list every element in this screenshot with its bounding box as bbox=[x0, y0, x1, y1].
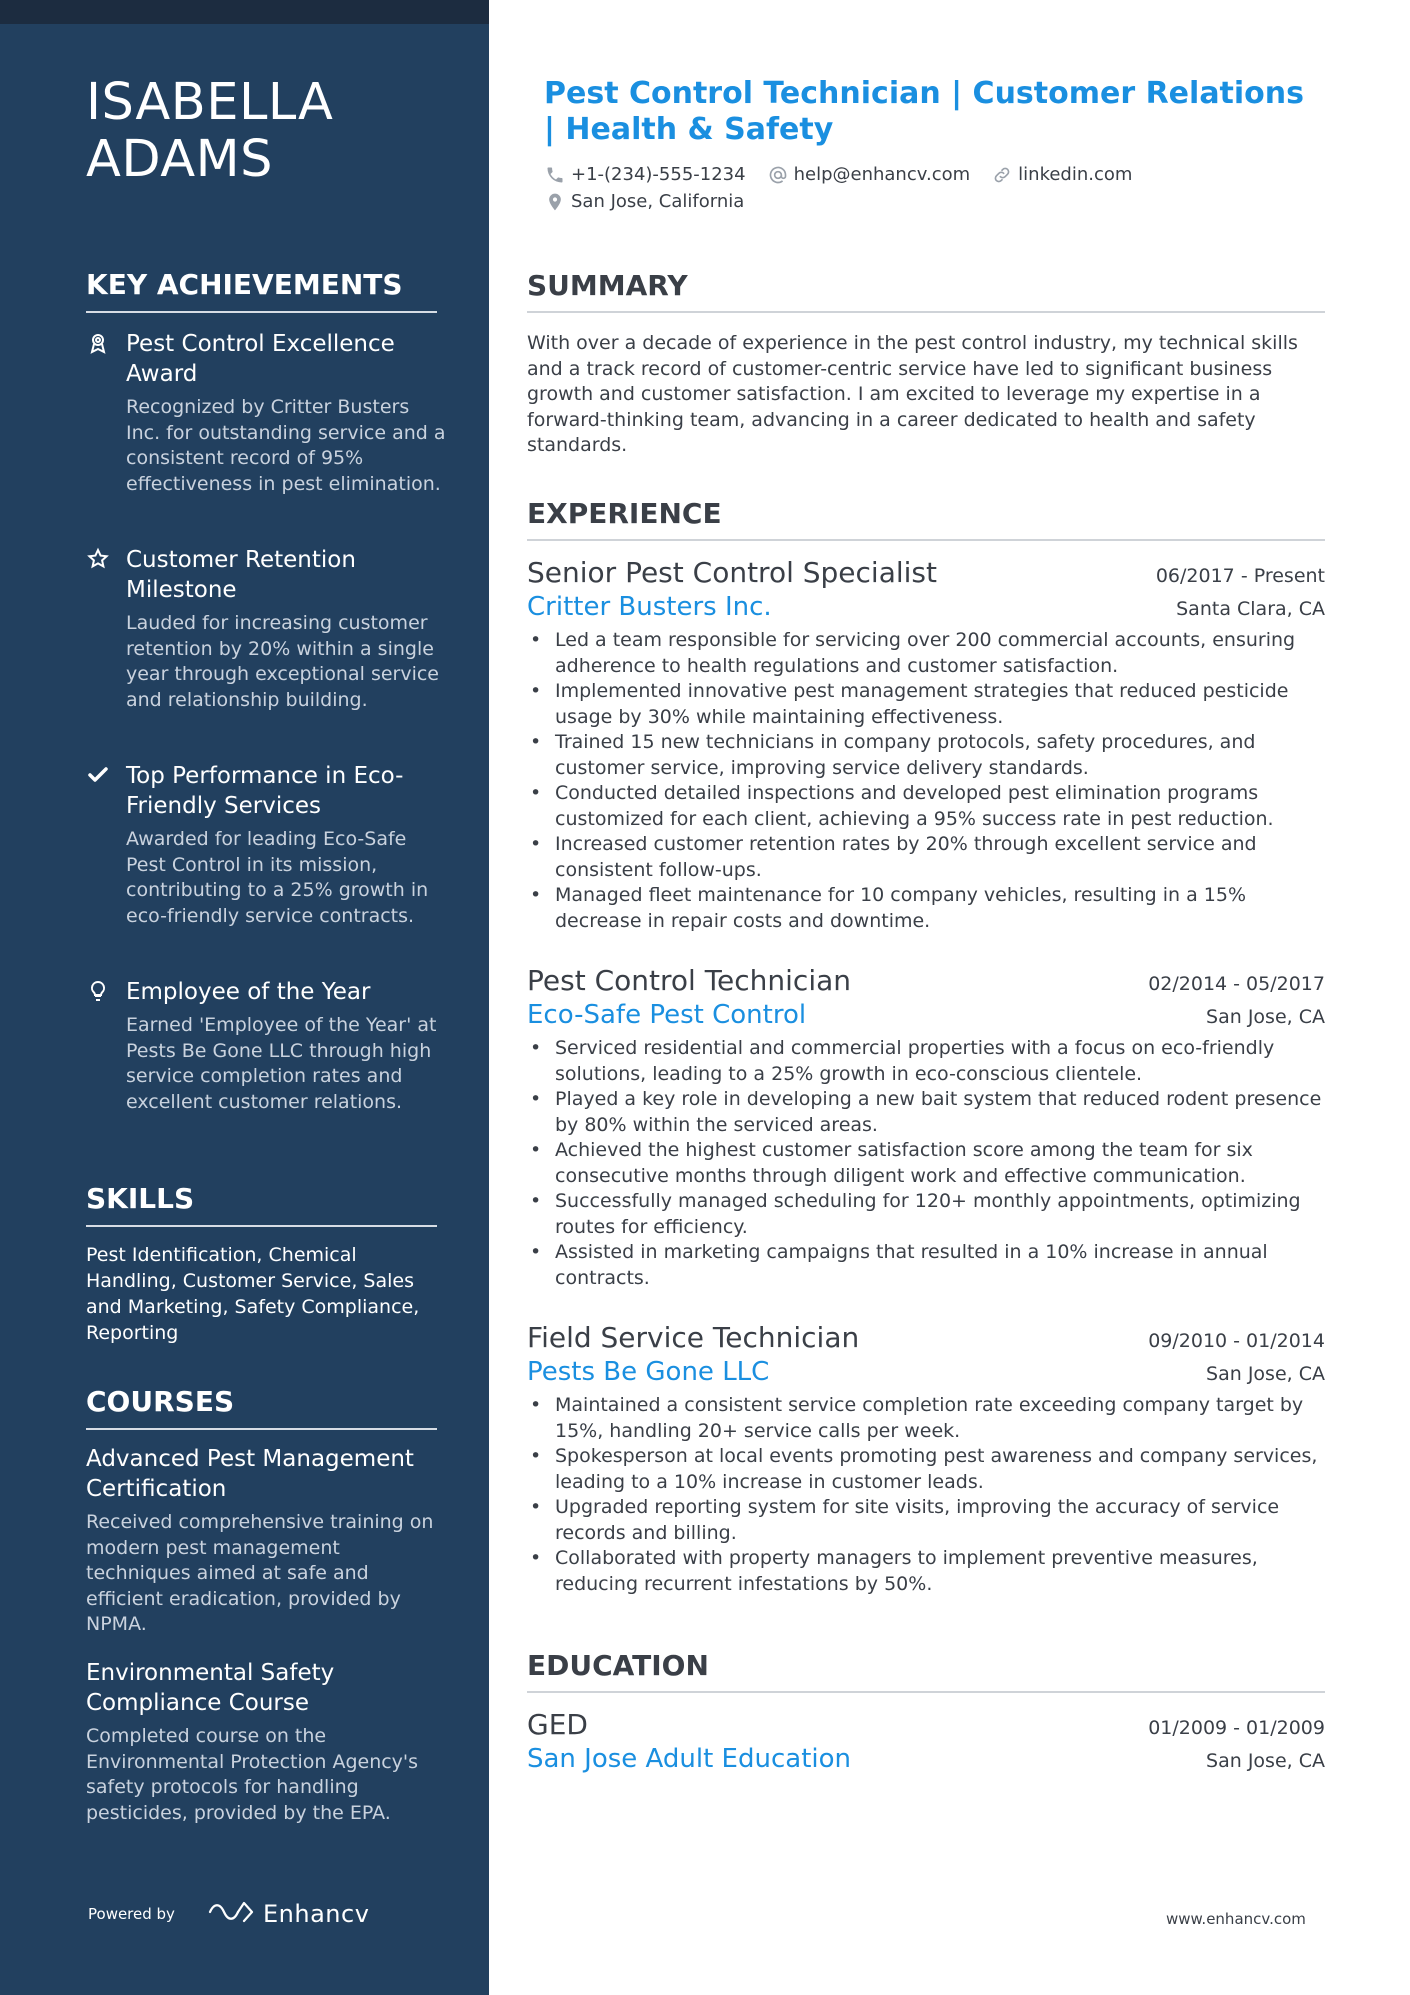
job-bullets bbox=[527, 1036, 1325, 1291]
achievement-item bbox=[86, 545, 446, 713]
summary-text: With over a decade of experience in the pest control industry, my technical skills and a track record of customer-centric service have led to significant business growth and customer satisfaction. I am excited to leverage my expertise in a forward-thinking team, advancing in a career dedicated to health and safety standards. bbox=[527, 332, 1298, 456]
job-bullet: • Assisted in marketing campaigns that resulted in a 10% increase in annual contracts. bbox=[527, 1240, 1325, 1291]
job-bullet: • Led a team responsible for servicing over 200 commercial accounts, ensuring adherence to health regulations and customer satisfaction. bbox=[527, 628, 1325, 679]
at-icon bbox=[768, 165, 788, 185]
location-pin-icon bbox=[545, 192, 565, 212]
contact-location bbox=[545, 191, 744, 212]
job-location: San Jose, CA bbox=[1206, 1363, 1325, 1385]
job-bullet: • Increased customer retention rates by 20% through excellent service and consistent follow-ups. bbox=[527, 832, 1325, 883]
job-location: Santa Clara, CA bbox=[1176, 598, 1325, 620]
sidebar bbox=[0, 0, 489, 1995]
job-company: Eco-Safe Pest Control bbox=[527, 1000, 807, 1030]
contact-phone[interactable] bbox=[545, 164, 746, 185]
degree-title: GED bbox=[527, 1708, 588, 1741]
summary-heading: SUMMARY bbox=[527, 269, 1325, 313]
job-dates: 09/2010 - 01/2014 bbox=[1148, 1330, 1325, 1352]
job-bullet: • Played a key role in developing a new bait system that reduced rodent presence by 80% within the serviced areas. bbox=[527, 1087, 1325, 1138]
headline: Pest Control Technician | Customer Relations | Health & Safety bbox=[544, 76, 1305, 147]
checkmark-icon bbox=[86, 763, 110, 787]
course-item bbox=[86, 1444, 446, 1638]
contact-email[interactable] bbox=[768, 164, 971, 185]
job-title: Pest Control Technician bbox=[527, 964, 852, 997]
contact-row-location bbox=[545, 191, 744, 212]
job-bullet: • Successfully managed scheduling for 120+ monthly appointments, optimizing routes for efficiency. bbox=[527, 1189, 1325, 1240]
sidebar-top-bar bbox=[0, 0, 489, 24]
job-bullet: • Managed fleet maintenance for 10 company vehicles, resulting in a 15% decrease in repair costs and downtime. bbox=[527, 883, 1325, 934]
contact-row bbox=[545, 164, 1132, 185]
school-name: San Jose Adult Education bbox=[527, 1744, 851, 1774]
experience-heading: EXPERIENCE bbox=[527, 497, 1325, 541]
achievement-description: Lauded for increasing customer retention by 20% within a single year through exceptional service and relationship building. bbox=[126, 612, 439, 711]
achievement-item bbox=[86, 977, 446, 1115]
achievement-description: Recognized by Critter Busters Inc. for outstanding service and a consistent record of 95% effectiveness in pest elimination. bbox=[126, 396, 446, 495]
job-entry bbox=[527, 1321, 1325, 1597]
job-bullets bbox=[527, 1393, 1325, 1597]
job-title: Field Service Technician bbox=[527, 1321, 860, 1354]
footer-url[interactable]: www.enhancv.com bbox=[1166, 1910, 1306, 1928]
job-bullet: • Collaborated with property managers to implement preventive measures, reducing recurrent infestations by 50%. bbox=[527, 1546, 1325, 1597]
job-title: Senior Pest Control Specialist bbox=[527, 556, 937, 589]
job-bullet: • Conducted detailed inspections and developed pest elimination programs customized for each client, achieving a 95% success rate in pest reduction. bbox=[527, 781, 1325, 832]
job-bullet: • Implemented innovative pest management strategies that reduced pesticide usage by 30% while maintaining effectiveness. bbox=[527, 679, 1325, 730]
achievement-item bbox=[86, 761, 446, 929]
education-location: San Jose, CA bbox=[1206, 1750, 1325, 1772]
education-heading: EDUCATION bbox=[527, 1649, 1325, 1693]
job-entry bbox=[527, 556, 1325, 934]
job-location: San Jose, CA bbox=[1206, 1006, 1325, 1028]
email-text: help@enhancv.com bbox=[793, 164, 971, 185]
job-bullet: • Serviced residential and commercial properties with a focus on eco-friendly solutions, leading to a 25% growth in eco-conscious clientele. bbox=[527, 1036, 1325, 1087]
job-entry bbox=[527, 964, 1325, 1291]
location-text: San Jose, California bbox=[571, 191, 745, 212]
course-title: Environmental Safety Compliance Course bbox=[86, 1660, 335, 1716]
achievement-description: Earned 'Employee of the Year' at Pests Be Gone LLC through high service completion rates and excellent customer relations. bbox=[126, 1014, 437, 1113]
skills-list: Pest Identification, Chemical Handling, Customer Service, Sales and Marketing, Safety Compliance, Reporting bbox=[86, 1244, 420, 1344]
brand-logo[interactable] bbox=[207, 1894, 369, 1934]
job-company: Pests Be Gone LLC bbox=[527, 1357, 770, 1387]
job-bullets bbox=[527, 628, 1325, 934]
skills-heading: SKILLS bbox=[86, 1182, 437, 1227]
course-item bbox=[86, 1658, 446, 1826]
job-company: Critter Busters Inc. bbox=[527, 592, 772, 622]
job-bullet: • Trained 15 new technicians in company protocols, safety procedures, and customer service, improving service delivery standards. bbox=[527, 730, 1325, 781]
course-title: Advanced Pest Management Certification bbox=[86, 1446, 414, 1502]
award-icon bbox=[86, 331, 110, 355]
education-dates: 01/2009 - 01/2009 bbox=[1148, 1717, 1325, 1739]
achievement-item bbox=[86, 329, 446, 497]
achievement-description: Awarded for leading Eco-Safe Pest Control in its mission, contributing to a 25% growth in eco-friendly service contracts. bbox=[126, 828, 429, 927]
course-description: Completed course on the Environmental Protection Agency's safety protocols for handling pesticides, provided by the EPA. bbox=[86, 1725, 419, 1824]
job-dates: 02/2014 - 05/2017 bbox=[1148, 973, 1325, 995]
job-bullet: • Maintained a consistent service completion rate exceeding company target by 15%, handling 20+ service calls per week. bbox=[527, 1393, 1325, 1444]
job-dates: 06/2017 - Present bbox=[1155, 565, 1325, 587]
job-bullet: • Spokesperson at local events promoting pest awareness and company services, leading to a 10% increase in customer leads. bbox=[527, 1444, 1325, 1495]
brand-name: Enhancv bbox=[263, 1900, 370, 1928]
achievement-title: Top Performance in Eco-Friendly Services bbox=[126, 763, 404, 819]
achievement-title: Employee of the Year bbox=[126, 979, 371, 1005]
linkedin-text: linkedin.com bbox=[1018, 164, 1133, 185]
powered-by-label: Powered by bbox=[88, 1905, 175, 1923]
phone-icon bbox=[545, 165, 565, 185]
job-bullet: • Achieved the highest customer satisfaction score among the team for six consecutive months through diligent work and effective communication. bbox=[527, 1138, 1325, 1189]
candidate-name: ISABELLA ADAMS bbox=[86, 73, 334, 189]
phone-text: +1-(234)-555-1234 bbox=[571, 164, 746, 185]
achievement-title: Pest Control Excellence Award bbox=[126, 331, 395, 387]
achievement-title: Customer Retention Milestone bbox=[126, 547, 356, 603]
courses-heading: COURSES bbox=[86, 1385, 437, 1430]
achievements-heading: KEY ACHIEVEMENTS bbox=[86, 268, 437, 313]
lightbulb-icon bbox=[86, 979, 110, 1003]
contact-linkedin[interactable] bbox=[992, 164, 1132, 185]
star-icon bbox=[86, 547, 110, 571]
link-icon bbox=[992, 165, 1012, 185]
job-bullet: • Upgraded reporting system for site visits, improving the accuracy of service records and billing. bbox=[527, 1495, 1325, 1546]
education-entry bbox=[527, 1708, 1325, 1776]
course-description: Received comprehensive training on modern pest management techniques aimed at safe and efficient eradication, provided by NPMA. bbox=[86, 1511, 434, 1635]
enhancv-logo-icon bbox=[207, 1898, 255, 1930]
